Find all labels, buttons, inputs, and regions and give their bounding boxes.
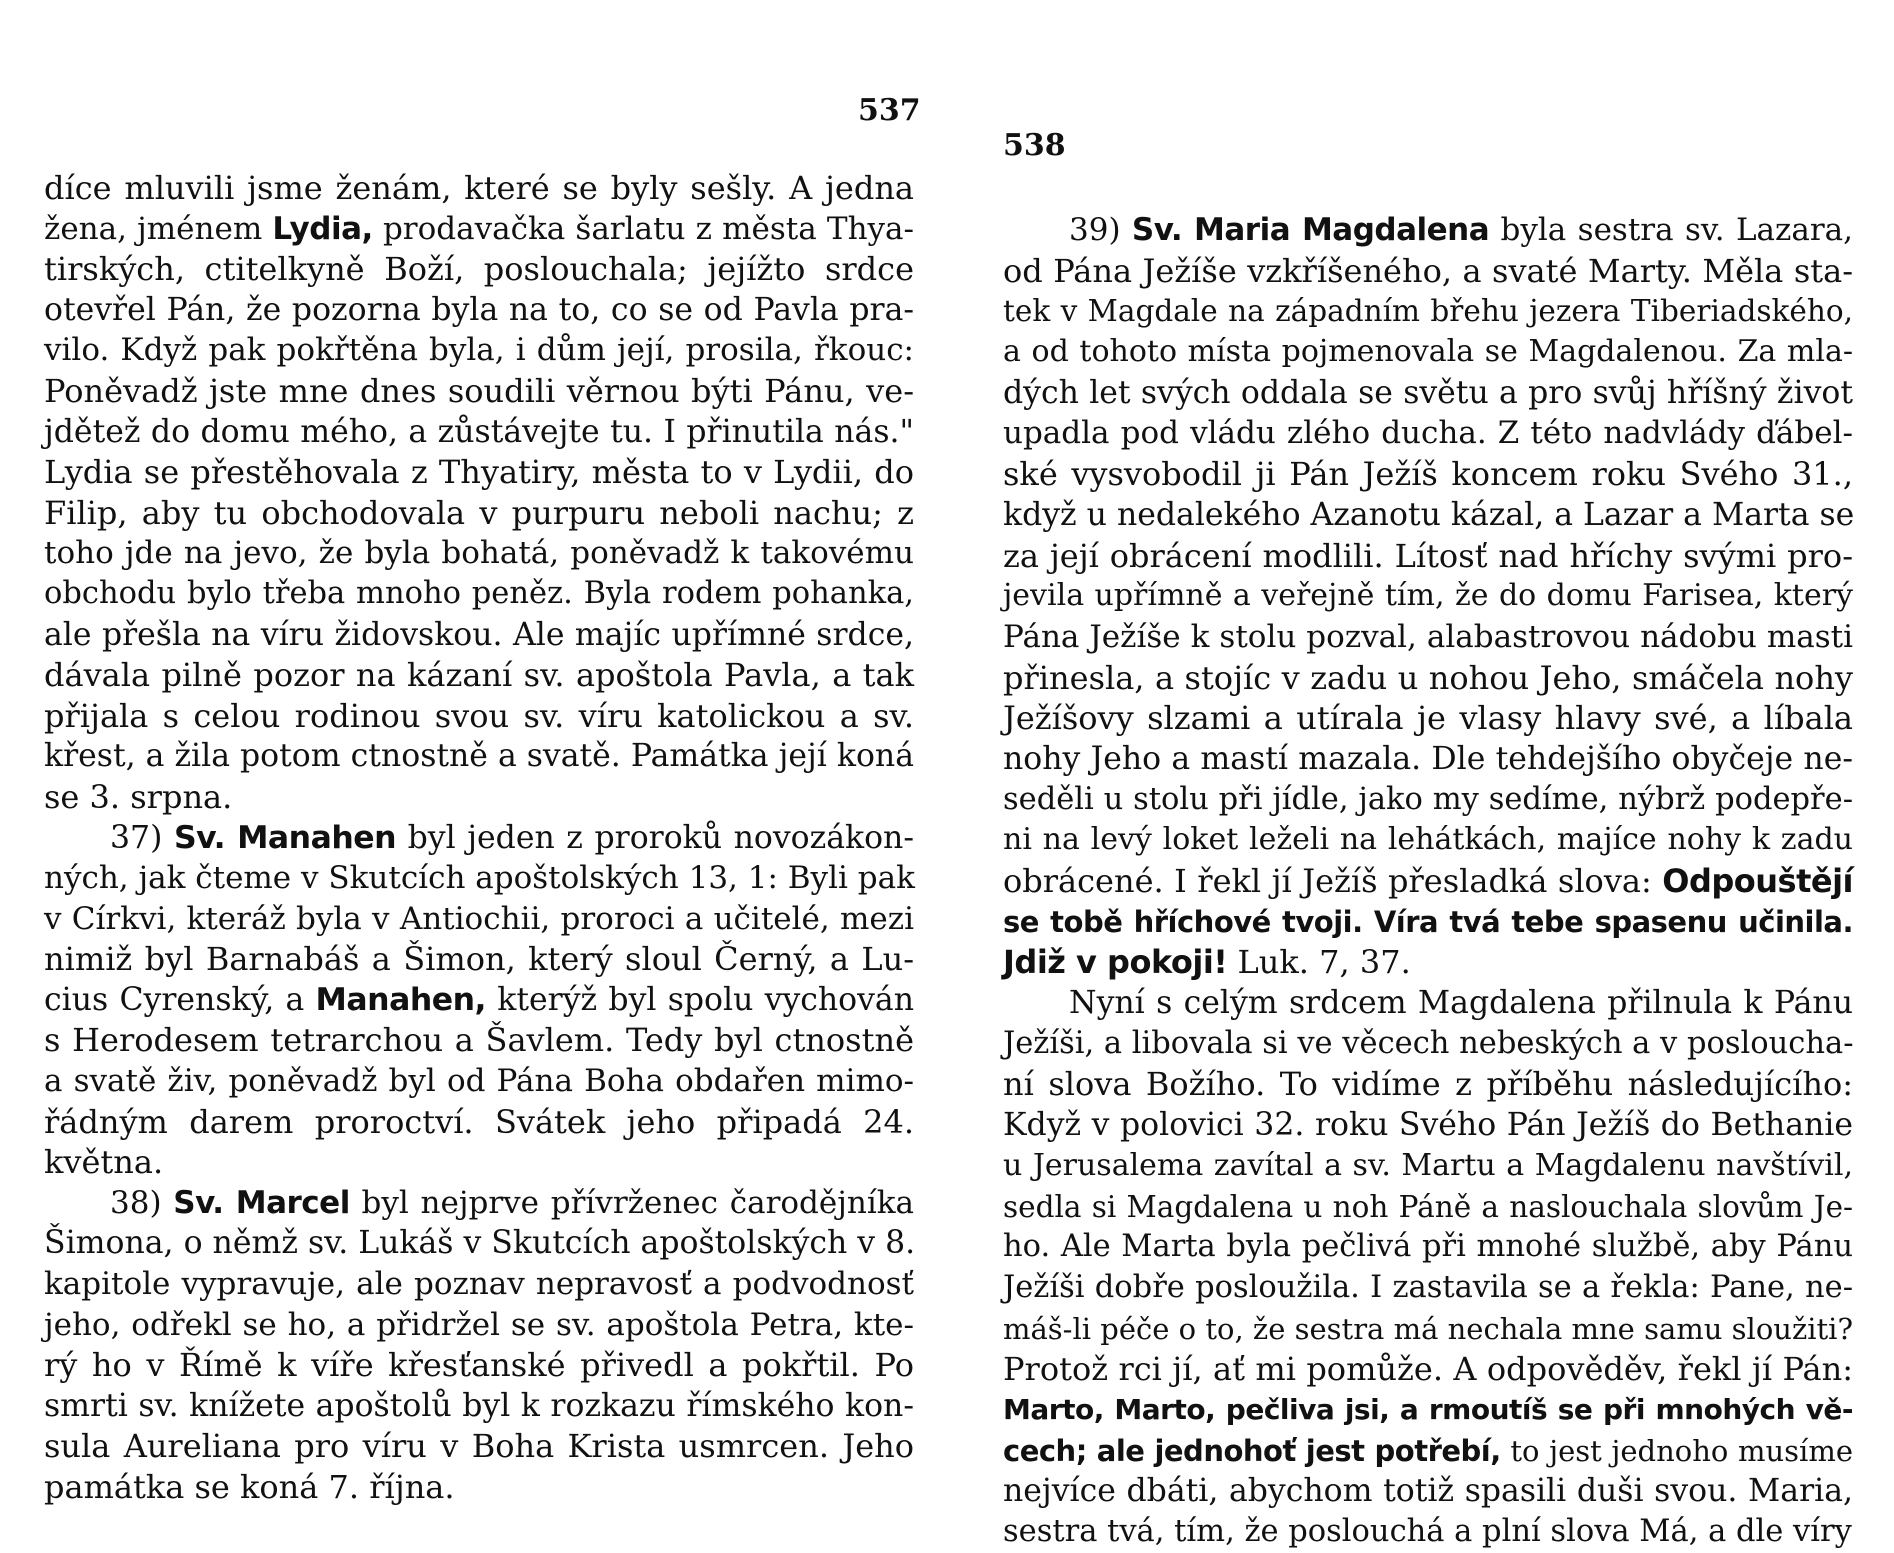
text-line (1003, 820, 1853, 861)
text-run: žena, jménem (44, 210, 273, 247)
text-line (44, 777, 914, 818)
text-line (1003, 1227, 1853, 1268)
text-run: křest, a žila potom ctnostně a svatě. Památka její koná (44, 738, 914, 775)
text-line (44, 168, 914, 209)
text-run: nimiž byl Barnabáš a Šimon, který sloul Černý, a Lu- (44, 940, 914, 979)
text-run: ní slova Božího. To vidíme z příběhu následujícího: (1003, 1065, 1853, 1104)
text-run: od Pána Ježíše vzkříšeného, a svaté Marty. Měla sta- (1003, 251, 1853, 290)
text-run: 38) (110, 1184, 174, 1221)
text-run: nohy Jeho a mastí mazala. Dle tehdejšího obyčeje ne- (1003, 740, 1853, 777)
text-run: cius Cyrenský, a (44, 981, 316, 1018)
bold-text: Sv. Manahen (173, 819, 397, 856)
text-run: května. (44, 1143, 164, 1182)
text-run: Ježíši, a libovala si ve věcech nebeských a v posloucha- (1003, 1025, 1854, 1061)
text-run: Poněvadž jste mne dnes soudili věrnou býti Pánu, ve- (44, 371, 914, 410)
text-run: jeho, odřekl se ho, a přidržel se sv. apoštola Petra, kte- (44, 1306, 914, 1343)
page-number-right: 538 (1003, 128, 1066, 163)
text-run: tirských, ctitelkyně Boží, poslouchala; jejížto srdce (44, 250, 914, 289)
bold-text: Sv. Maria Magdalena (1131, 212, 1490, 248)
text-run: ných, jak čteme v Skutcích apoštolských 13, 1: Byli pak (44, 860, 915, 897)
text-line (1003, 1471, 1853, 1512)
text-run: přinesla, a stojíc v zadu u nohou Jeho, smáčela nohy (1003, 658, 1853, 697)
text-line (1003, 1390, 1853, 1431)
text-line (44, 1264, 914, 1305)
text-run: Nyní s celým srdcem Magdalena přilnula k Pánu (1069, 985, 1853, 1022)
page-number-left: 537 (858, 93, 921, 128)
text-line (44, 1305, 914, 1346)
text-line (44, 1142, 914, 1183)
text-line (44, 209, 914, 250)
text-run: přijala s celou rodinou svou sv. víru katolickou a sv. (44, 696, 914, 735)
text-run: byl jeden z proroků novozákon- (396, 819, 914, 856)
text-run: to jest jednoho musíme (1500, 1433, 1853, 1468)
text-line (1003, 698, 1853, 739)
text-line (1003, 658, 1853, 699)
text-line (44, 412, 914, 453)
text-line (1003, 1064, 1853, 1105)
text-line (1003, 617, 1853, 658)
text-run: Luk. 7, 37. (1227, 943, 1411, 982)
text-line (44, 1061, 914, 1102)
text-run: kapitole vypravuje, ale poznav nepravosť a podvodnosť (44, 1266, 914, 1303)
text-line (1003, 1024, 1853, 1065)
text-line (1003, 942, 1853, 983)
text-run: ské vysvobodil ji Pán Ježíš koncem roku Svého 31., (1003, 455, 1853, 494)
text-run: Lydia se přestěhovala z Thyatiry, města to v Lydii, do (44, 453, 914, 492)
text-run: a svatě živ, poněvadž byl od Pána Boha obdařen mimo- (44, 1063, 914, 1100)
text-line (1003, 1309, 1853, 1350)
text-line (44, 493, 914, 534)
bold-text: cech; ale jednohoť jest potřebí, (1003, 1433, 1501, 1468)
text-run: ni na levý loket leželi na lehátkách, majíce nohy k zadu (1003, 822, 1853, 858)
text-line (1003, 1512, 1853, 1553)
text-run: v Církvi, kteráž byla v Antiochii, proroci a učitelé, mezi (44, 900, 914, 937)
text-line (44, 980, 914, 1021)
text-run: rý ho v Římě k víře křesťanské přivedl a pokřtil. Po (44, 1346, 914, 1385)
text-line (44, 1345, 914, 1386)
text-line (44, 818, 914, 859)
text-line (44, 371, 914, 412)
text-line (1003, 1187, 1853, 1228)
text-line (1003, 739, 1853, 780)
text-run: sula Aureliana pro víru v Boha Krista usmrcen. Jeho (44, 1427, 914, 1466)
text-run: byl nejprve přívrženec čarodějníka (349, 1184, 914, 1221)
bold-text: Marto, Marto, pečliva jsi, a rmoutíš se při mnohých vě- (1003, 1392, 1853, 1426)
text-run: ale přešla na víru židovskou. Ale majíc upřímné srdce, (44, 616, 914, 653)
text-line (1003, 1105, 1853, 1146)
text-run: se 3. srpna. (44, 777, 233, 816)
text-run: s Herodesem tetrarchou a Šavlem. Tedy byl ctnostně (44, 1021, 914, 1060)
text-line (1003, 1268, 1853, 1309)
text-line (1003, 413, 1853, 454)
text-line (1003, 983, 1853, 1024)
text-line (1003, 210, 1853, 251)
text-line (1003, 1349, 1853, 1390)
text-line (44, 899, 914, 940)
bold-text: Jdiž v pokoji! (1003, 943, 1228, 982)
text-line (1003, 291, 1853, 332)
text-line (44, 1102, 914, 1143)
text-run: 37) (110, 819, 174, 856)
text-run: byla sestra sv. Lazara, (1489, 212, 1853, 248)
text-line (44, 615, 914, 656)
text-run: prodavačka šarlatu z města Thya- (372, 210, 915, 247)
text-line (1003, 861, 1853, 902)
bold-text: Lydia, (272, 210, 373, 247)
text-line (1003, 902, 1853, 943)
text-line (1003, 1431, 1853, 1472)
text-run: 39) (1069, 212, 1132, 248)
text-run: vilo. Když pak pokřtěna byla, i dům její, prosila, řkouc: (44, 332, 914, 369)
text-run: obrácené. I řekl jí Ježíš přesladká slova: (1003, 862, 1663, 900)
left-page-text (44, 168, 914, 1508)
text-line (1003, 332, 1853, 373)
text-run: Filip, aby tu obchodovala v purpuru neboli nachu; z (44, 493, 914, 532)
bold-text: se tobě hříchové tvoji. Víra tvá tebe spasenu učinila. (1003, 904, 1853, 939)
text-run: upadla pod vládu zlého ducha. Z této nadvlády ďábel- (1003, 415, 1853, 452)
text-line (44, 696, 914, 737)
text-run: jdětež do domu mého, a zůstávejte tu. I přinutila nás." (44, 413, 914, 450)
text-line (1003, 780, 1853, 821)
text-run: obchodu bylo třeba mnoho peněz. Byla rodem pohanka, (44, 575, 914, 611)
text-run: ho. Ale Marta byla pečlivá při mnohé službě, aby Pánu (1003, 1229, 1853, 1265)
text-run: kterýž byl spolu vychován (486, 981, 914, 1018)
text-line (1003, 251, 1853, 292)
text-run: nejvíce dbáti, abychom totiž spasili duši svou. Maria, (1003, 1473, 1853, 1510)
right-page-text (1003, 210, 1853, 1553)
text-run: řádným darem proroctví. Svátek jeho připadá 24. (44, 1102, 914, 1141)
text-run: u Jerusalema zavítal a sv. Martu a Magdalenu navštívil, (1003, 1147, 1853, 1183)
text-line (44, 574, 914, 615)
text-line (44, 1020, 914, 1061)
text-run: Když v polovici 32. roku Svého Pán Ježíš do Bethanie (1003, 1107, 1853, 1144)
text-line (1003, 373, 1853, 414)
text-run: toho jde na jevo, že byla bohatá, poněvadž k takovému (44, 535, 914, 572)
text-line (44, 290, 914, 331)
text-line (1003, 536, 1853, 577)
text-run: dých let svých oddala se světu a pro svůj hříšný život (1003, 374, 1853, 411)
text-run: Pána Ježíše k stolu pozval, alabastrovou nádobu masti (1003, 618, 1853, 655)
text-run: a od tohoto místa pojmenovala se Magdalenou. Za mla- (1003, 334, 1853, 370)
text-run: Protož rci jí, ať mi pomůže. A odpověděv, řekl jí Pán: (1003, 1350, 1853, 1389)
text-line (44, 330, 914, 371)
text-run: seděli u stolu při jídle, jako my sedíme, nýbrž podepře- (1003, 781, 1853, 817)
text-line (1003, 495, 1853, 536)
bold-text: Odpouštějí (1662, 862, 1853, 900)
text-run: tek v Magdale na západním břehu jezera Tiberiadského, (1003, 294, 1853, 329)
text-line (1003, 454, 1853, 495)
text-run: otevřel Pán, že pozorna byla na to, co se od Pavla pra- (44, 291, 914, 328)
text-line (44, 655, 914, 696)
text-run: za její obrácení modlili. Lítosť nad hříchy svými pro- (1003, 536, 1853, 575)
text-run: Ježíši dobře posloužila. I zastavila se a řekla: Pane, ne- (1003, 1269, 1853, 1305)
text-line (44, 1426, 914, 1467)
bold-text: Manahen, (315, 981, 487, 1018)
text-run: jevila upřímně a veřejně tím, že do domu Farisea, který (1003, 578, 1853, 614)
text-run: sedla si Magdalena u noh Páně a naslouchala slovům Je- (1003, 1189, 1853, 1224)
text-line (1003, 576, 1853, 617)
text-line (44, 452, 914, 493)
text-line (44, 249, 914, 290)
text-run: sestra tvá, tím, že poslouchá a plní slova Má, a dle víry (1003, 1514, 1852, 1549)
bold-text: Sv. Marcel (173, 1184, 350, 1221)
text-run: díce mluvili jsme ženám, které se byly sešly. A jedna (44, 169, 914, 207)
text-line (44, 1467, 914, 1508)
text-line (44, 1223, 914, 1264)
text-line (44, 1183, 914, 1224)
text-run: Ježíšovy slzami a utírala je vlasy hlavy své, a líbala (1003, 699, 1853, 738)
text-run: památka se koná 7. října. (44, 1468, 455, 1506)
text-line (44, 858, 914, 899)
text-run: Šimona, o němž sv. Lukáš v Skutcích apoštolských v 8. (44, 1225, 916, 1262)
text-line (1003, 1146, 1853, 1187)
text-line (44, 533, 914, 574)
text-run: máš-li péče o to, že sestra má nechala mne samu sloužiti? (1003, 1311, 1853, 1346)
text-run: dávala pilně pozor na kázaní sv. apoštola Pavla, a tak (44, 656, 914, 695)
text-run: smrti sv. knížete apoštolů byl k rozkazu římského kon- (44, 1387, 914, 1424)
text-run: když u nedalekého Azanotu kázal, a Lazar a Marta se (1003, 496, 1855, 533)
text-line (44, 1386, 914, 1427)
text-line (44, 736, 914, 777)
text-line (44, 939, 914, 980)
